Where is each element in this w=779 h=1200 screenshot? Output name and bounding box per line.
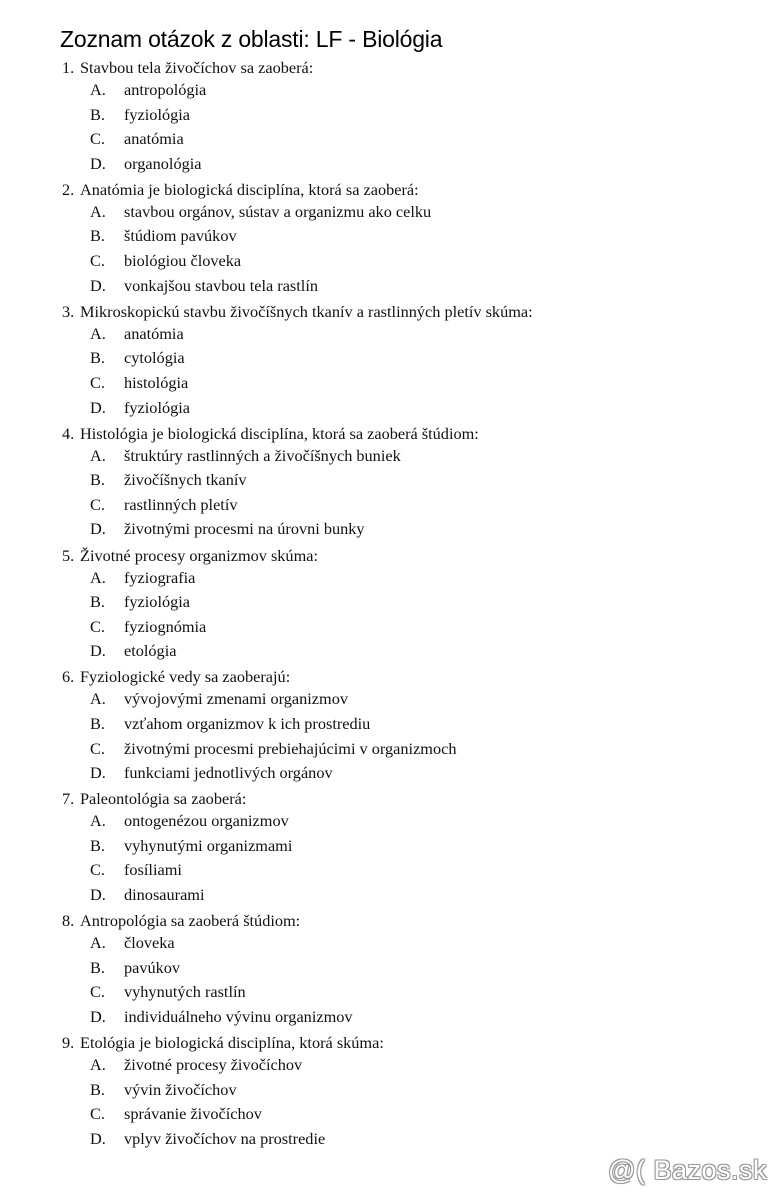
question-3 [62, 302, 762, 420]
answer-text: pavúkov [124, 957, 181, 977]
question-text: Histológia je biologická disciplína, ktorá sa zaoberá štúdiom: [80, 423, 479, 443]
question-9-option-1 [62, 1053, 762, 1078]
answer-options [62, 78, 762, 176]
question-1 [62, 58, 762, 176]
question-4 [62, 424, 762, 542]
answer-text: individuálneho vývinu organizmov [124, 1006, 353, 1026]
answer-letter: B. [90, 226, 105, 246]
question-text: Antropológia sa zaoberá štúdiom: [80, 911, 301, 931]
answer-letter: B. [90, 713, 105, 733]
question-number: 1. [62, 58, 75, 77]
question-5-option-2 [62, 590, 762, 615]
answer-text: antropológia [124, 80, 207, 99]
answer-letter: B. [90, 104, 105, 124]
answer-text: anatómia [124, 129, 184, 149]
question-heading [62, 789, 762, 809]
question-text: Stavbou tela živočíchov sa zaoberá: [80, 58, 314, 77]
answer-letter: C. [90, 372, 105, 392]
answer-text: vplyv živočíchov na prostredie [124, 1128, 326, 1148]
answer-letter: A. [90, 80, 106, 99]
question-5 [62, 546, 762, 664]
question-7-option-3 [62, 858, 762, 883]
question-text: Mikroskopickú stavbu živočíšnych tkanív a rastlinných pletív skúma: [80, 301, 533, 321]
answer-letter: A. [90, 689, 106, 709]
question-text: Paleontológia sa zaoberá: [80, 789, 247, 809]
answer-options [62, 1053, 762, 1151]
answer-letter: A. [90, 811, 106, 831]
answer-options [62, 687, 762, 785]
question-7-option-4 [62, 883, 762, 908]
question-2-option-4 [62, 274, 762, 299]
answer-letter: D. [90, 397, 106, 417]
question-2-option-1 [62, 200, 762, 225]
bazos-watermark: @( Bazos.sk [608, 1155, 767, 1185]
answer-text: životnými procesmi prebiehajúcimi v organizmoch [124, 738, 457, 758]
answer-letter: D. [90, 519, 106, 539]
question-5-option-4 [62, 639, 762, 664]
question-4-option-1 [62, 444, 762, 469]
question-text: Fyziologické vedy sa zaoberajú: [80, 667, 291, 687]
answer-options [62, 931, 762, 1029]
document-title: Zoznam otázok z oblasti: LF - Biológia [60, 26, 443, 52]
question-number: 6. [62, 667, 75, 687]
question-8-option-2 [62, 956, 762, 981]
answer-options [62, 809, 762, 907]
answer-letter: D. [90, 153, 106, 173]
question-number: 7. [62, 789, 75, 809]
answer-text: štúdiom pavúkov [124, 226, 237, 246]
answer-letter: C. [90, 982, 105, 1002]
question-4-option-4 [62, 517, 762, 542]
answer-text: funkciami jednotlivých orgánov [124, 763, 333, 783]
answer-text: životnými procesmi na úrovni bunky [124, 519, 365, 539]
question-number: 4. [62, 423, 75, 443]
question-8 [62, 911, 762, 1029]
answer-text: fyziognómia [124, 616, 207, 636]
question-number: 3. [62, 301, 75, 321]
answer-letter: C. [90, 494, 105, 514]
question-1-option-1 [62, 78, 762, 103]
answer-letter: B. [90, 592, 105, 612]
question-number: 9. [62, 1033, 75, 1052]
answer-text: živočíšnych tkanív [124, 470, 247, 490]
answer-text: vonkajšou stavbou tela rastlín [124, 275, 318, 295]
answer-letter: B. [90, 835, 105, 855]
answer-options [62, 444, 762, 542]
question-number: 2. [62, 179, 75, 199]
question-heading [62, 58, 762, 78]
question-6-option-1 [62, 687, 762, 712]
answer-text: fyziografia [124, 567, 196, 587]
answer-text: etológia [124, 641, 177, 661]
question-9-option-4 [62, 1127, 762, 1152]
answer-letter: C. [90, 616, 105, 636]
answer-text: správanie živočíchov [124, 1104, 262, 1124]
answer-letter: D. [90, 1006, 106, 1026]
answer-text: fyziológia [124, 104, 191, 124]
answer-letter: C. [90, 860, 105, 880]
question-number: 8. [62, 911, 75, 931]
answer-text: fyziológia [124, 592, 191, 612]
answer-letter: A. [90, 201, 106, 221]
question-2 [62, 180, 762, 298]
answer-letter: C. [90, 129, 105, 149]
question-6-option-3 [62, 737, 762, 762]
question-heading [62, 180, 762, 200]
question-9 [62, 1033, 762, 1151]
question-3-option-2 [62, 346, 762, 371]
question-heading [62, 546, 762, 566]
question-1-option-4 [62, 152, 762, 177]
answer-text: človeka [124, 933, 175, 953]
question-2-option-3 [62, 249, 762, 274]
answer-text: biológiou človeka [124, 251, 242, 271]
answer-letter: A. [90, 933, 106, 953]
answer-text: anatómia [124, 323, 184, 343]
answer-letter: D. [90, 641, 106, 661]
answer-options [62, 566, 762, 664]
answer-text: histológia [124, 372, 189, 392]
question-4-option-3 [62, 493, 762, 518]
answer-text: štruktúry rastlinných a živočíšnych buniek [124, 445, 401, 465]
answer-letter: B. [90, 957, 105, 977]
question-9-option-3 [62, 1102, 762, 1127]
answer-text: vzťahom organizmov k ich prostrediu [124, 713, 371, 733]
answer-options [62, 322, 762, 420]
answer-text: fyziológia [124, 397, 191, 417]
question-3-option-1 [62, 322, 762, 347]
answer-text: vývin živočíchov [124, 1079, 237, 1099]
question-5-option-1 [62, 566, 762, 591]
question-8-option-3 [62, 980, 762, 1005]
question-8-option-4 [62, 1005, 762, 1030]
answer-letter: D. [90, 1128, 106, 1148]
answer-letter: A. [90, 323, 106, 343]
answer-letter: A. [90, 1055, 106, 1074]
answer-text: cytológia [124, 348, 185, 368]
question-number: 5. [62, 545, 75, 565]
question-6-option-2 [62, 712, 762, 737]
answer-letter: A. [90, 445, 106, 465]
answer-letter: B. [90, 470, 105, 490]
answer-text: vyhynutých rastlín [124, 982, 246, 1002]
answer-letter: D. [90, 885, 106, 905]
answer-text: rastlinných pletív [124, 494, 238, 514]
question-heading [62, 302, 762, 322]
answer-letter: D. [90, 763, 106, 783]
answer-text: ontogenézou organizmov [124, 811, 289, 831]
question-3-option-3 [62, 371, 762, 396]
answer-text: vyhynutými organizmami [124, 835, 293, 855]
answer-options [62, 200, 762, 298]
answer-letter: A. [90, 567, 106, 587]
question-text: Etológia je biologická disciplína, ktorá skúma: [80, 1033, 384, 1052]
question-heading [62, 424, 762, 444]
question-list [62, 58, 762, 1155]
answer-letter: C. [90, 251, 105, 271]
answer-text: životné procesy živočíchov [124, 1055, 303, 1074]
question-heading [62, 667, 762, 687]
question-2-option-2 [62, 224, 762, 249]
question-1-option-2 [62, 103, 762, 128]
question-4-option-2 [62, 468, 762, 493]
answer-letter: C. [90, 738, 105, 758]
question-6 [62, 667, 762, 785]
answer-text: organológia [124, 153, 202, 173]
question-6-option-4 [62, 761, 762, 786]
question-heading [62, 911, 762, 931]
answer-text: fosíliami [124, 860, 182, 880]
question-9-option-2 [62, 1078, 762, 1103]
answer-letter: B. [90, 1079, 105, 1099]
question-heading [62, 1033, 762, 1053]
answer-letter: C. [90, 1104, 105, 1124]
answer-text: vývojovými zmenami organizmov [124, 689, 348, 709]
question-1-option-3 [62, 127, 762, 152]
answer-letter: B. [90, 348, 105, 368]
question-3-option-4 [62, 396, 762, 421]
question-text: Životné procesy organizmov skúma: [80, 545, 318, 565]
answer-letter: D. [90, 275, 106, 295]
question-8-option-1 [62, 931, 762, 956]
answer-text: dinosaurami [124, 885, 205, 905]
question-7-option-2 [62, 834, 762, 859]
question-text: Anatómia je biologická disciplína, ktorá sa zaoberá: [80, 179, 419, 199]
question-5-option-3 [62, 615, 762, 640]
answer-text: stavbou orgánov, sústav a organizmu ako celku [124, 201, 432, 221]
question-7-option-1 [62, 809, 762, 834]
question-7 [62, 789, 762, 907]
